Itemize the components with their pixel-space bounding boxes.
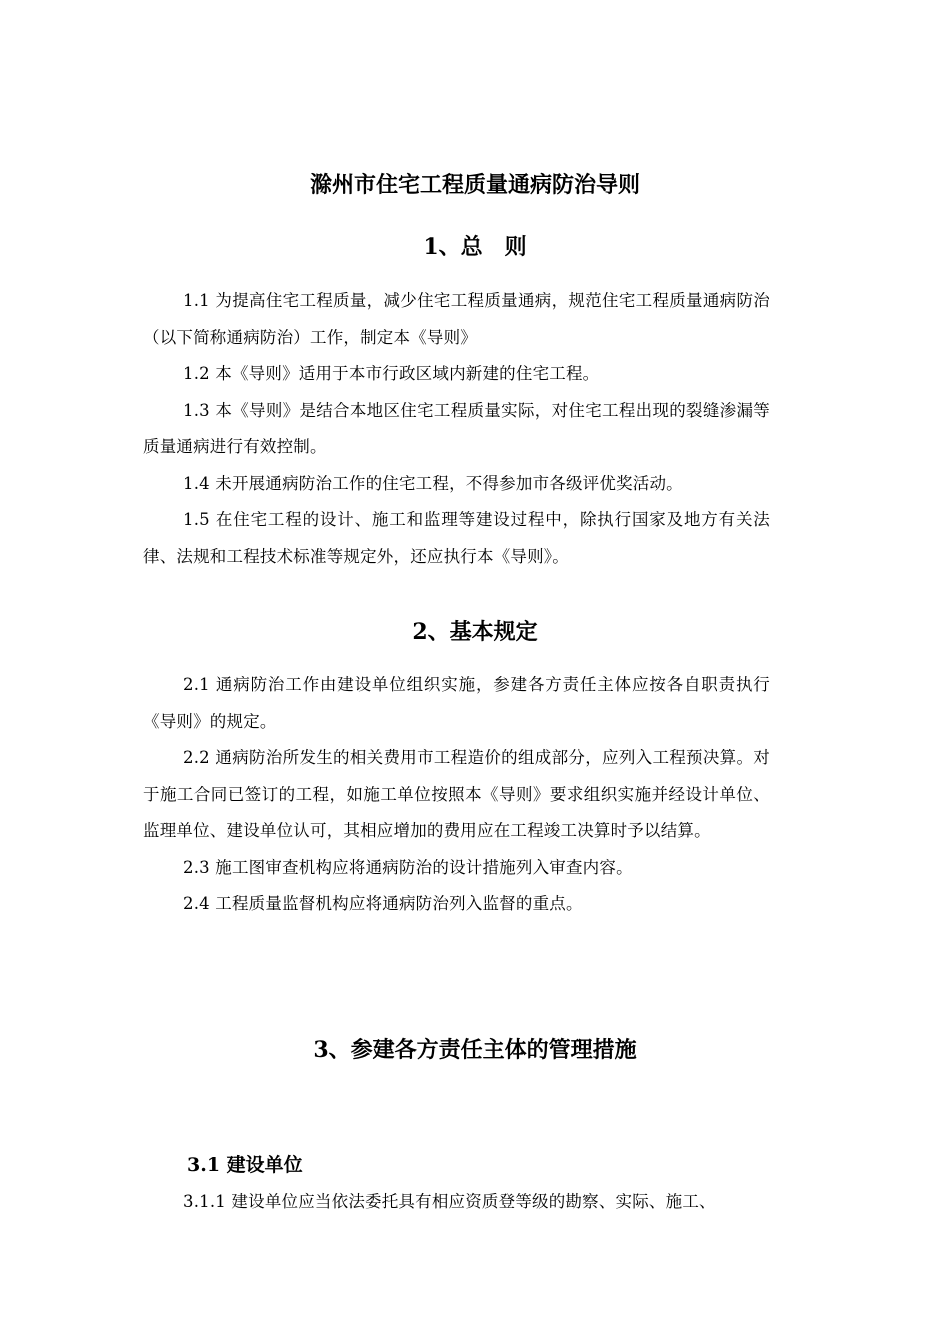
document-title: 滁州市住宅工程质量通病防治导则 <box>309 173 640 198</box>
paragraph: 2.3 施工图审查机构应将通病防治的设计措施列入审查内容。 <box>183 857 633 877</box>
paragraph: 1.3 本《导则》是结合本地区住宅工程质量实际，对住宅工程出现的裂缝渗漏等质量通病进行有效控制。 <box>143 400 770 456</box>
section-heading-general: 1、总 则 <box>423 234 527 260</box>
paragraph: 1.5 在住宅工程的设计、施工和监理等建设过程中，除执行国家及地方有关法律、法规和工程技术标准等规定外，还应执行本《导则》。 <box>143 510 770 566</box>
paragraph: 1.1 为提高住宅工程质量，减少住宅工程质量通病，规范住宅工程质量通病防治（以下简称通病防治）工作，制定本《导则》 <box>143 291 770 347</box>
paragraph: 2.2 通病防治所发生的相关费用市工程造价的组成部分，应列入工程预决算。对于施工合同已签订的工程，如施工单位按照本《导则》要求组织实施并经设计单位、监理单位、建设单位认可，其相应增加的费用应在工程竣工决算时予以结算。 <box>143 748 770 840</box>
paragraph: 2.1 通病防治工作由建设单位组织实施，参建各方责任主体应按各自职责执行《导则》的规定。 <box>143 675 770 731</box>
subsection-heading-construction-unit: 3.1 建设单位 <box>187 1154 303 1176</box>
section-basic-rules-body <box>143 667 770 923</box>
section-heading-basic-rules: 2、基本规定 <box>412 619 538 645</box>
paragraph: 3.1.1 建设单位应当依法委托具有相应资质登等级的勘察、实际、施工、 <box>183 1192 716 1211</box>
paragraph: 1.2 本《导则》适用于本市行政区域内新建的住宅工程。 <box>183 364 600 383</box>
subsection-construction-unit-body <box>143 1184 770 1221</box>
paragraph: 2.4 工程质量监督机构应将通病防治列入监督的重点。 <box>183 894 583 913</box>
paragraph: 1.4 未开展通病防治工作的住宅工程，不得参加市各级评优奖活动。 <box>183 473 683 493</box>
section-general-body <box>143 283 770 575</box>
section-heading-management: 3、参建各方责任主体的管理措施 <box>313 1037 637 1063</box>
